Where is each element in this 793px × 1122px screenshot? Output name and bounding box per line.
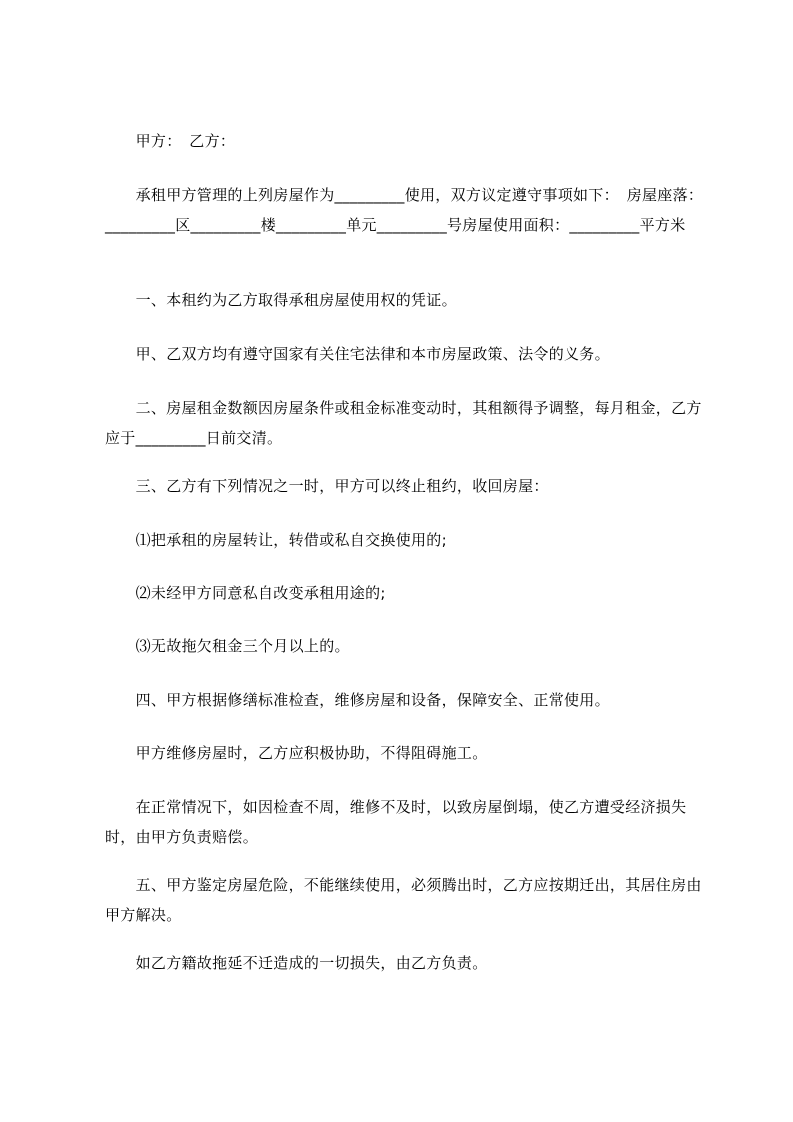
clause-2: 二、房屋租金数额因房屋条件或租金标准变动时，其租额得予调整，每月租金，乙方应于_________日前交清。: [105, 399, 702, 447]
clause-4-note-2: 在正常情况下，如因检查不周，维修不及时，以致房屋倒塌，使乙方遭受经济损失时，由甲方负责赔偿。: [105, 798, 687, 846]
clause-5: 五、甲方鉴定房屋危险，不能继续使用，必须腾出时，乙方应按期迁出，其居住房由甲方解决。: [105, 876, 702, 924]
clause-3-item-3: ⑶无故拖欠租金三个月以上的。: [105, 637, 350, 655]
clause-3: 三、乙方有下列情况之一时，甲方可以终止租约，收回房屋：: [105, 477, 549, 495]
intro-paragraph: 承租甲方管理的上列房屋作为_________使用，双方议定遵守事项如下： 房屋座落：_________区_________楼_________单元_________号房屋使用面积：_________平方米: [105, 186, 704, 234]
clause-4: 四、甲方根据修缮标准检查，维修房屋和设备，保障安全、正常使用。: [105, 691, 610, 709]
clause-5-note: 如乙方籍故拖延不迁造成的一切损失，由乙方负责。: [105, 954, 488, 972]
parties-line: 甲方： 乙方：: [105, 132, 236, 150]
clause-3-item-2: ⑵未经甲方同意私自改变承租用途的;: [105, 584, 386, 602]
clause-4-note-1: 甲方维修房屋时，乙方应积极协助，不得阻碍施工。: [105, 744, 488, 762]
clause-1-note: 甲、乙双方均有遵守国家有关住宅法律和本市房屋政策、法令的义务。: [105, 345, 610, 363]
clause-3-item-1: ⑴把承租的房屋转让，转借或私自交换使用的;: [105, 531, 447, 549]
clause-1: 一、本租约为乙方取得承租房屋使用权的凭证。: [105, 291, 457, 309]
